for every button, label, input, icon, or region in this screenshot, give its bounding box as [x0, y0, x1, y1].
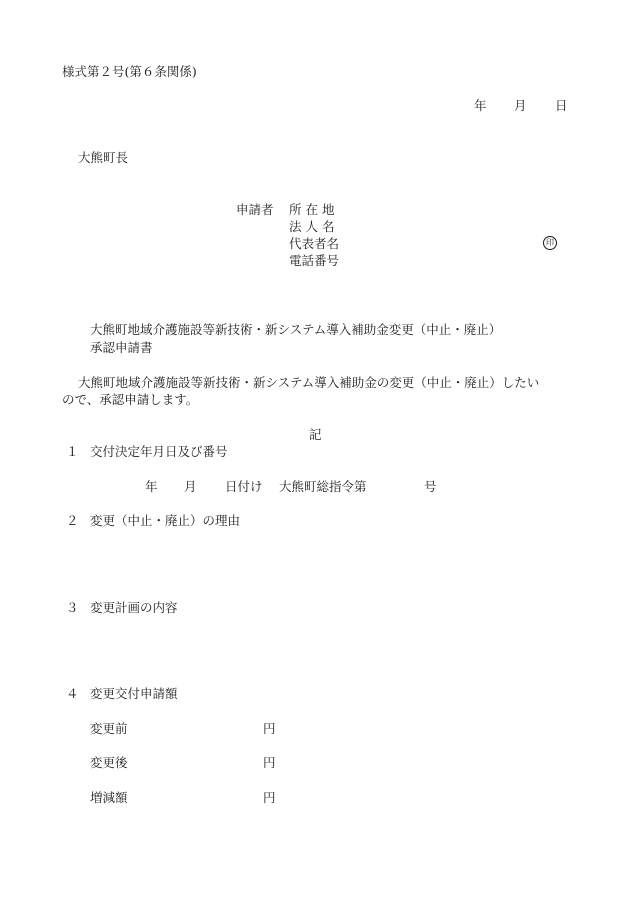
- amount-before-unit: 円: [263, 721, 276, 736]
- seal-mark: 印: [543, 236, 557, 250]
- section-3-number: ３: [66, 600, 79, 615]
- applicant-label: 申請者: [236, 202, 274, 217]
- section-1-number: １: [66, 444, 79, 459]
- amount-before-label: 変更前: [90, 721, 128, 736]
- date-day-label: 日: [555, 98, 568, 113]
- section-4-number: ４: [66, 686, 79, 701]
- applicant-address-label: 所 在 地: [289, 202, 335, 217]
- decision-number-label: 号: [424, 479, 437, 494]
- date-year-label: 年: [474, 98, 487, 113]
- addressee: 大熊町長: [78, 150, 129, 165]
- section-1-label: 交付決定年月日及び番号: [90, 444, 228, 459]
- body-text-line1: 大熊町地域介護施設等新技術・新システム導入補助金の変更（中止・廃止）したい: [78, 375, 540, 390]
- section-2-label: 変更（中止・廃止）の理由: [90, 513, 241, 528]
- section-4-label: 変更交付申請額: [90, 686, 178, 701]
- section-2-number: ２: [66, 513, 79, 528]
- amount-diff-label: 増減額: [90, 790, 128, 805]
- body-text-line2: ので、承認申請します。: [62, 392, 199, 407]
- section-3-label: 変更計画の内容: [90, 600, 178, 615]
- date-month-label: 月: [514, 98, 527, 113]
- applicant-corp-name-label: 法 人 名: [289, 219, 335, 234]
- applicant-phone-label: 電話番号: [289, 253, 340, 268]
- decision-month-label: 月: [184, 479, 197, 494]
- applicant-representative-label: 代表者名: [289, 236, 340, 251]
- ki-heading: 記: [309, 427, 322, 442]
- amount-diff-unit: 円: [263, 790, 276, 805]
- document-title-line1: 大熊町地域介護施設等新技術・新システム導入補助金変更（中止・廃止）: [90, 322, 502, 337]
- amount-after-unit: 円: [263, 755, 276, 770]
- amount-after-label: 変更後: [90, 755, 128, 770]
- decision-year-label: 年: [145, 479, 158, 494]
- decision-directive-label: 大熊町総指令第: [279, 479, 367, 494]
- document-title-line2: 承認申請書: [90, 340, 153, 355]
- form-number: 様式第２号(第６条関係): [62, 64, 197, 79]
- decision-day-label: 日付け: [225, 479, 263, 494]
